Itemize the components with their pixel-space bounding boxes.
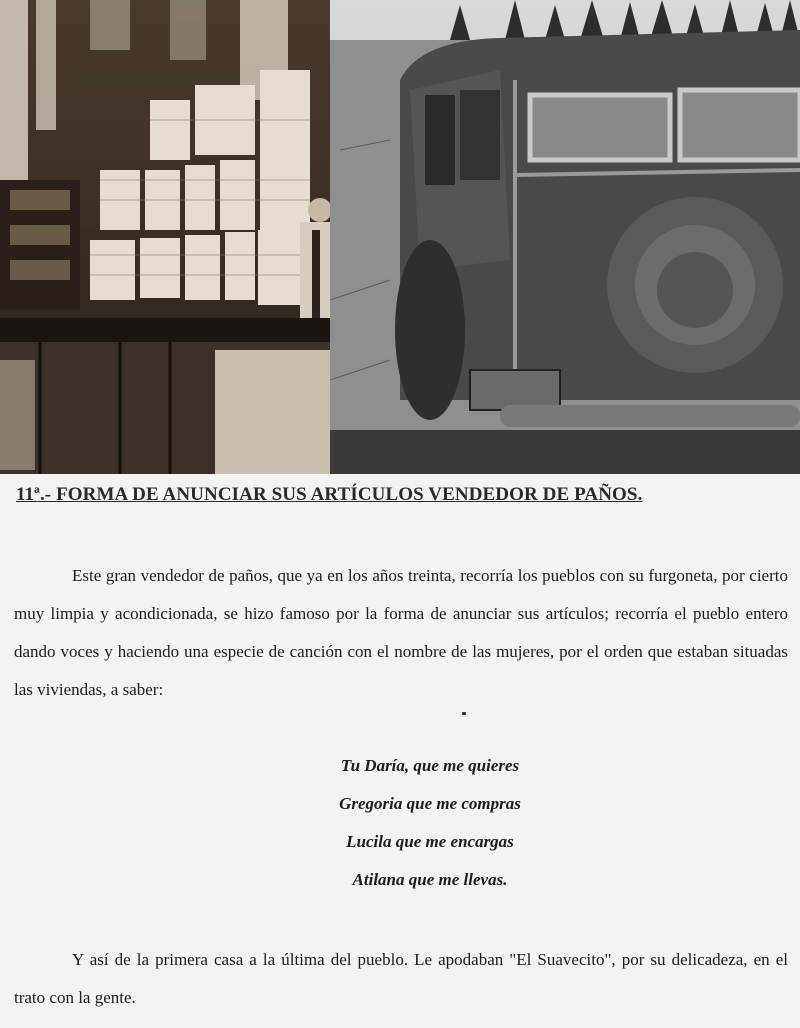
- verse-line: Tu Daría, que me quieres: [340, 756, 520, 775]
- closing-paragraph: Y así de la primera casa a la última del pueblo. Le apodaban "El Suavecito", por su delicadeza, en el trato con la gente.: [14, 950, 788, 1007]
- verse-line: Atilana que me llevas.: [352, 870, 508, 889]
- fabric-shop-photo: [0, 0, 330, 474]
- woody-van-photo: [330, 0, 800, 474]
- verse-line: Gregoria que me compras: [339, 794, 521, 813]
- verse-line: Lucila que me encargas: [346, 832, 514, 851]
- header-photos: [0, 0, 800, 474]
- stray-mark: [462, 712, 466, 715]
- song-verses: [0, 747, 800, 899]
- intro-paragraph: Este gran vendedor de paños, que ya en los años treinta, recorría los pueblos con su furgoneta, por cierto muy limpia y acondicionada, se hizo famoso por la forma de anunciar sus artículos; recorría el pueblo entero dando voces y haciendo una especie de canción con el nombre de las mujeres, por el orden que estaban situadas las viviendas, a saber:: [14, 566, 788, 699]
- section-heading: 11ª.- FORMA DE ANUNCIAR SUS ARTÍCULOS VENDEDOR DE PAÑOS.: [16, 484, 643, 505]
